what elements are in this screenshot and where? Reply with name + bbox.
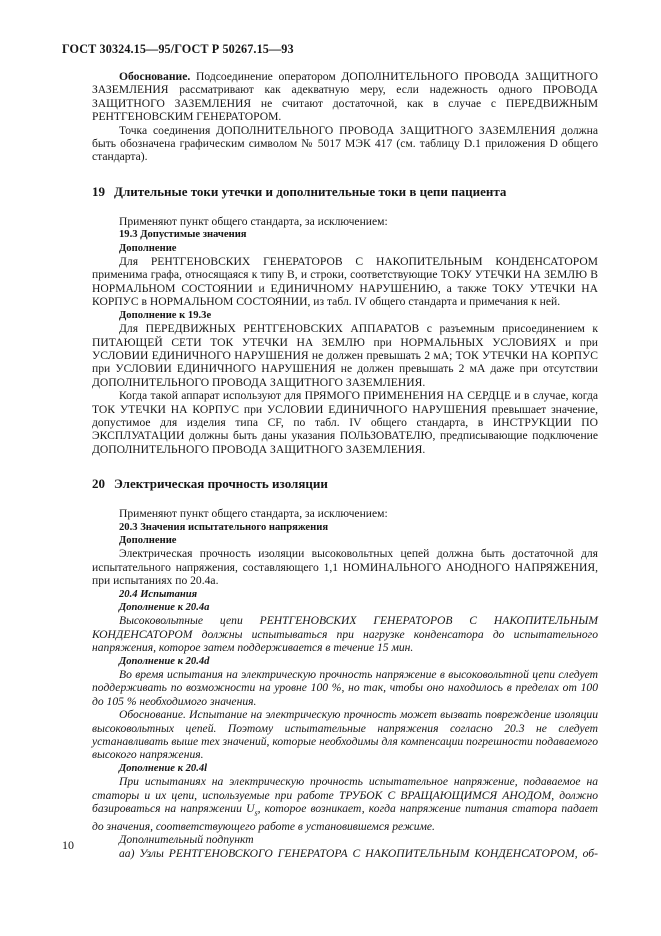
clause-20-3-paragraph: Электрическая прочность изоляции высоковольтных цепей должна быть достаточной для испытательного напряжения, составляющего 1,1 НОМИНАЛЬНОГО АНОДНОГО НАПРЯЖЕНИЯ, при испытаниях по 20.4а. xyxy=(92,547,598,588)
section-20-heading xyxy=(92,476,598,491)
clause-19-3e-addition-label: Дополнение к 19.3е xyxy=(119,309,212,321)
clause-20-4l-paragraph xyxy=(92,775,598,833)
clause-20-4a-paragraph: Высоковольтные цепи РЕНТГЕНОВСКИХ ГЕНЕРАТОРОВ С НАКОПИТЕЛЬНЫМ КОНДЕНСАТОРОМ должны испытываться при нагрузке конденсатора до испытательного напряжения, которое затем поддерживается в течение 15 мин. xyxy=(92,614,598,655)
clause-20-4l-addition-label: Дополнение к 20.4l xyxy=(119,762,208,774)
connection-point-paragraph: Точка соединения ДОПОЛНИТЕЛЬНОГО ПРОВОДА ЗАЩИТНОГО ЗАЗЕМЛЕНИЯ должна быть обозначена графическим символом № 5017 МЭК 417 (см. таблицу D.1 приложения D общего стандарта). xyxy=(92,123,598,164)
page-number: 10 xyxy=(62,838,74,852)
clause-19-3e-paragraph-2: Когда такой аппарат используют для ПРЯМОГО ПРИМЕНЕНИЯ НА СЕРДЦЕ и в случае, когда ТОК УТЕЧКИ НА КОРПУС при УСЛОВИИ ЕДИНИЧНОГО НАРУШЕНИЯ превышает значение, допустимое для изделия типа CF, по табл. IV общего стандарта, в ИНСТРУКЦИИ ПО ЭКСПЛУАТАЦИИ должны быть даны указания ПОЛЬЗОВАТЕЛЮ, предписывающие подключение ДОПОЛНИТЕЛЬНОГО ПРОВОДА ЗАЩИТНОГО ЗАЗЕМЛЕНИЯ. xyxy=(92,389,598,456)
page-body xyxy=(92,70,598,860)
clause-20-3-heading: 20.3 Значения испытательного напряжения xyxy=(119,521,329,533)
voltage-subscript: s xyxy=(254,808,258,818)
running-header: ГОСТ 30324.15—95/ГОСТ Р 50267.15—93 xyxy=(62,42,294,56)
clause-20-4d-paragraph: Во время испытания на электрическую прочность напряжение в высоковольтной цепи следует поддерживать по возможности на уровне 100 %, но так, чтобы оно находилось в пределах от 100 до 105 % необходимого значения. xyxy=(92,668,598,708)
clause-20-4-heading: 20.4 Испытания xyxy=(119,588,198,600)
clause-20-4d-addition-label: Дополнение к 20.4d xyxy=(119,655,210,667)
clause-20-4l-text-a: При испытаниях на электрическую прочность испытательное напряжение, подаваемое на статоры и их цепи, используемые при работе ТРУБОК С ВРАЩАЮЩИМСЯ АНОДОМ, должно базироваться на напряжении U xyxy=(92,775,598,816)
rationale-paragraph xyxy=(92,70,598,124)
clause-19-3-heading: 19.3 Допустимые значения xyxy=(119,229,247,241)
clause-20-3-addition-label: Дополнение xyxy=(119,534,177,546)
clause-19-3-paragraph: Для РЕНТГЕНОВСКИХ ГЕНЕРАТОРОВ С НАКОПИТЕЛЬНЫМ КОНДЕНСАТОРОМ применима графа, относящаяся к типу B, и строки, соответствующие ТОКУ УТЕЧКИ НА ЗЕМЛЮ В НОРМАЛЬНОМ СОСТОЯНИИ и ЕДИНИЧНОМУ НАРУШЕНИЮ, а также ТОКУ УТЕЧКИ НА КОРПУС в НОРМАЛЬНОМ СОСТОЯНИИ, из табл. IV общего стандарта и примечания к ней. xyxy=(92,255,598,309)
clause-20-4l-text-b: , которое возникает, когда напряжение питания статора падает до значения, соответствующего работе в установившемся режиме. xyxy=(92,802,599,833)
section-20-number: 20 xyxy=(92,476,105,492)
section-19-number: 19 xyxy=(92,183,105,199)
clause-20-4a-addition-label: Дополнение к 20.4а xyxy=(119,602,210,613)
section-20-lead: Применяют пункт общего стандарта, за исключением: xyxy=(119,507,388,521)
section-19-lead: Применяют пункт общего стандарта, за исключением: xyxy=(119,214,388,228)
additional-subclause-label: Дополнительный подпункт xyxy=(119,833,254,847)
rationale-text: Подсоединение оператором ДОПОЛНИТЕЛЬНОГО ПРОВОДА ЗАЩИТНОГО ЗАЗЕМЛЕНИЯ рассматривают как адекватную меру, если надежность одного ПРОВОДА ЗАЩИТНОГО ЗАЗЕМЛЕНИЯ не считают достаточной, как в случае с ПЕРЕДВИЖНЫМ РЕНТГЕНОВСКИМ ГЕНЕРАТОРОМ. xyxy=(92,70,598,124)
clause-19-3-addition-label: Дополнение xyxy=(119,242,177,254)
rationale-label: Обоснование. xyxy=(119,70,191,83)
subclause-aa-paragraph: аа) Узлы РЕНТГЕНОВСКОГО ГЕНЕРАТОРА С НАКОПИТЕЛЬНЫМ КОНДЕНСАТОРОМ, об- xyxy=(119,846,598,860)
clause-20-4d-rationale: Обоснование. Испытание на электрическую прочность может вызвать повреждение изоляции высоковольтных цепей. Поэтому испытательные напряжения согласно 20.3 не следует устанавливать выше тех значений, которые необходимы для компенсации погрешности подаваемого высокого напряжения. xyxy=(92,708,598,762)
section-19-title: Длительные токи утечки и дополнительные токи в цепи пациента xyxy=(114,183,507,199)
section-19-heading xyxy=(92,184,598,199)
section-20-title: Электрическая прочность изоляции xyxy=(114,476,328,492)
clause-19-3e-paragraph-1: Для ПЕРЕДВИЖНЫХ РЕНТГЕНОВСКИХ АППАРАТОВ с разъемным присоединением к ПИТАЮЩЕЙ СЕТИ ТОК УТЕЧКИ НА ЗЕМЛЮ при НОРМАЛЬНЫХ УСЛОВИЯХ и при УСЛОВИИ ЕДИНИЧНОГО НАРУШЕНИЯ не должен превышать 2 мА; ТОК УТЕЧКИ НА КОРПУС при УСЛОВИИ ЕДИНИЧНОГО НАРУШЕНИЯ не должен превышать 2 мА даже при отсутствии ДОПОЛНИТЕЛЬНОГО ПРОВОДА ЗАЩИТНОГО ЗАЗЕМЛЕНИЯ. xyxy=(92,322,598,389)
